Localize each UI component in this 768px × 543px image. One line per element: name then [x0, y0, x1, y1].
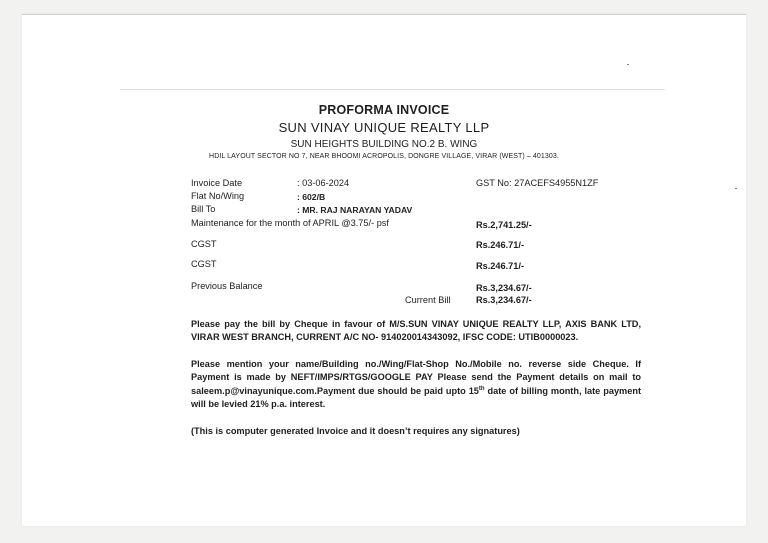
invoice-date-value: : 03-06-2024 — [297, 178, 350, 188]
current-bill-amount: Rs.3,234.67/- — [476, 295, 532, 305]
flat-value: : 602/B — [297, 192, 326, 202]
charge-label: CGST — [191, 239, 217, 249]
company-address: HDIL LAYOUT SECTOR NO 7, NEAR BHOOMI ACROPOLIS, DONGRE VILLAGE, VIRAR (WEST) – 401303. — [209, 153, 559, 160]
scan-speck — [627, 64, 629, 65]
payment-details-text-end: date of billing month, late payment will be levied 21% p.a. interest. — [191, 385, 641, 409]
charge-amount: Rs.246.71/- — [476, 261, 525, 271]
document-page — [22, 14, 746, 526]
current-bill-label: Current Bill — [405, 295, 451, 305]
charge-label: CGST — [191, 259, 217, 269]
payment-details-text: Please mention your name/Building no./Wing/Flat-Shop No./Mobile no. reverse side Cheque. If Payment is made by NEFT/IMPS/RTGS/GOOGLE PAY Please send the Payment details on mail to saleem.p@vinayunique.com.Payment due should be paid upto 15 — [191, 359, 641, 396]
gst-number: GST No: 27ACEFS4955N1ZF — [476, 178, 599, 188]
payment-details-note — [191, 358, 641, 411]
charge-label: Previous Balance — [191, 281, 263, 291]
computer-generated-note: (This is computer generated Invoice and it doesn’t requires any signatures) — [191, 426, 520, 436]
flat-label: Flat No/Wing — [191, 191, 245, 201]
scan-speck — [735, 188, 737, 189]
charge-amount: Rs.3,234.67/- — [476, 283, 532, 293]
header-rule — [120, 89, 665, 90]
cheque-payment-note: Please pay the bill by Cheque in favour of M/S.SUN VINAY UNIQUE REALTY LLP, AXIS BANK LTD, VIRAR WEST BRANCH, CURRENT A/C NO- 914020014343092, IFSC CODE: UTIB0000023. — [191, 319, 641, 343]
bill-to-value: : MR. RAJ NARAYAN YADAV — [297, 205, 413, 215]
company-name: SUN VINAY UNIQUE REALTY LLP — [278, 120, 490, 135]
charge-label: Maintenance for the month of APRIL @3.75/- psf — [191, 218, 389, 228]
bill-to-label: Bill To — [191, 204, 216, 214]
payment-details-sup: th — [478, 385, 485, 392]
building-name: SUN HEIGHTS BUILDING NO.2 B. WING — [290, 139, 478, 150]
invoice-date-label: Invoice Date — [191, 178, 243, 188]
invoice-title: PROFORMA INVOICE — [318, 103, 450, 117]
charge-amount: Rs.246.71/- — [476, 240, 525, 250]
charge-amount: Rs.2,741.25/- — [476, 220, 532, 230]
page-top-edge — [22, 14, 746, 15]
